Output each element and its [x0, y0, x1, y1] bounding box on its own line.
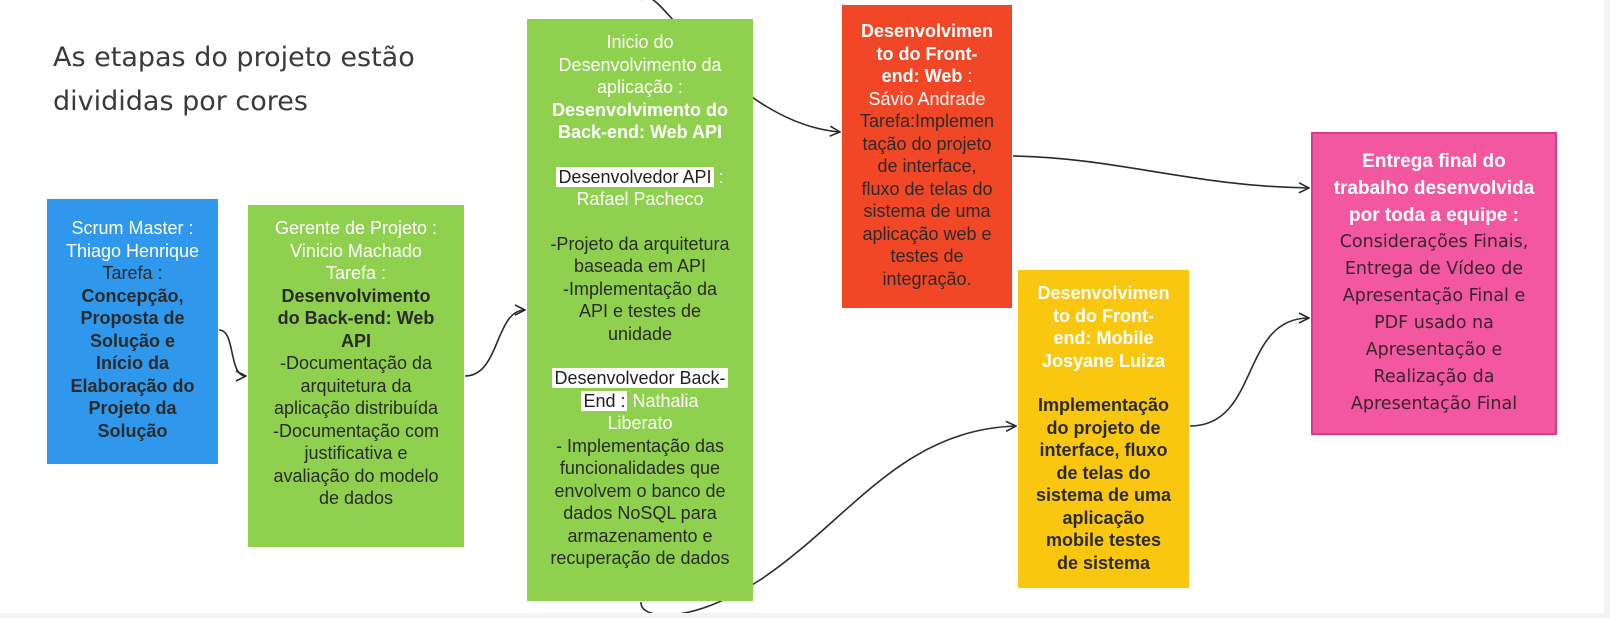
node-text: Desenvolvimento	[281, 285, 431, 306]
spacer	[1024, 372, 1183, 394]
node-text: recuperação de dados	[550, 548, 730, 568]
node-text: Tarefa :	[102, 263, 163, 283]
node-text: por toda a equipe :	[1349, 205, 1519, 226]
node-text: de interface,	[877, 156, 977, 176]
heading-line: divididas por cores	[53, 86, 308, 117]
node-text: Solução	[97, 420, 168, 441]
node-text: do projeto de	[1046, 417, 1161, 438]
node-text: arquitetura da	[300, 375, 412, 396]
node-text: Início da	[95, 353, 169, 373]
node-text: Realização da	[1373, 367, 1495, 387]
node-text: de dados	[318, 488, 394, 508]
node-text: Entrega de Vídeo de	[1344, 259, 1524, 279]
node-text: Solução e	[89, 330, 176, 351]
node-text: Desenvolvimen	[1037, 283, 1170, 303]
node-text: Thiago Henrique	[65, 240, 200, 261]
node-text: aplicação :	[596, 77, 684, 97]
node-text: Elaboração do	[70, 375, 195, 396]
node-text: -Documentação da	[279, 353, 433, 373]
node-text: armazenamento e	[567, 525, 713, 546]
node-text: Entrega final do	[1362, 151, 1506, 172]
node-backend-web-api	[527, 19, 753, 601]
arrow-mobile-to-final	[1190, 318, 1309, 426]
dev-back-label: Desenvolvedor Back-	[554, 368, 726, 388]
node-text: -Implementação da	[562, 278, 718, 299]
node-text: Tarefa :	[325, 263, 387, 283]
node-text: Considerações Finais,	[1339, 232, 1529, 252]
node-text: mobile testes	[1045, 530, 1162, 550]
node-text: de telas do	[1056, 462, 1151, 483]
node-text: API	[340, 330, 371, 351]
node-text: :	[713, 166, 724, 187]
node-text: funcionalidades que	[559, 458, 721, 478]
node-text: envolvem o banco de	[554, 480, 726, 501]
node-text: Apresentação Final e	[1342, 286, 1526, 306]
node-text: Vinicio Machado	[290, 240, 422, 261]
node-text: integração.	[882, 268, 972, 289]
spacer	[533, 211, 747, 233]
node-frontend-mobile	[1018, 270, 1189, 588]
node-text: API e testes de	[578, 301, 702, 321]
node-text: -Projeto da arquitetura	[550, 233, 730, 254]
dev-back-line-1	[533, 367, 747, 390]
dev-back-label: End :	[583, 390, 626, 411]
node-text: Tarefa:Implemen	[859, 111, 995, 131]
node-text: Inicio do	[606, 32, 674, 52]
node-text: Desenvolvimento do	[551, 99, 729, 120]
dev-api-label: Desenvolvedor API	[558, 166, 712, 187]
node-text: Apresentação e	[1365, 340, 1503, 360]
node-text: fluxo de telas do	[861, 178, 993, 199]
node-text: Sávio Andrade	[868, 88, 986, 109]
node-gerente-projeto	[248, 205, 464, 547]
arrow-web-to-final	[1013, 156, 1309, 188]
node-text: aplicação web e	[862, 223, 992, 244]
node-text: - Implementação das	[555, 435, 725, 456]
spacer	[533, 144, 747, 166]
node-text: sistema de uma	[1035, 485, 1172, 505]
node-text: end: Mobile	[1053, 328, 1154, 348]
node-frontend-web	[842, 5, 1012, 308]
node-text: to do Front-	[1053, 305, 1154, 326]
node-text: baseada em API	[573, 256, 707, 276]
node-text: de sistema	[1056, 552, 1151, 573]
web-title-line	[848, 65, 1006, 88]
node-text: avaliação do modelo	[273, 465, 439, 486]
node-text: trabalho desenvolvida	[1333, 178, 1535, 199]
node-text: PDF usado na	[1374, 313, 1494, 333]
node-text: Rafael Pacheco	[576, 189, 704, 209]
arrow-scrum-to-gerente	[219, 330, 246, 376]
node-text: justificativa e	[304, 443, 408, 463]
node-text: end: Web	[881, 66, 963, 86]
node-text: testes de	[890, 246, 964, 266]
node-entrega-final	[1311, 132, 1557, 435]
heading-line: As etapas do projeto estão	[53, 42, 415, 73]
arrow-gerente-to-backend	[465, 310, 525, 376]
node-text: dados NoSQL para	[563, 503, 717, 523]
node-scrum-master	[47, 199, 218, 464]
node-text: Josyane Luiza	[1041, 350, 1166, 371]
node-text: :	[962, 66, 973, 86]
spacer	[533, 345, 747, 367]
node-text: Scrum Master :	[71, 218, 194, 238]
node-text: tação do projeto	[862, 133, 992, 154]
node-text: Projeto da	[88, 398, 177, 418]
node-text: Desenvolvimento da	[558, 54, 722, 75]
dev-back-line-2	[533, 390, 747, 413]
dev-api-line	[533, 166, 747, 189]
node-text: Apresentação Final	[1350, 394, 1518, 414]
node-text: Desenvolvimen	[860, 21, 994, 41]
node-text: Liberato	[607, 413, 673, 433]
node-text: aplicação distribuída	[273, 398, 439, 418]
node-text: Concepção,	[81, 285, 184, 306]
node-text: interface, fluxo	[1039, 440, 1168, 460]
node-text: to do Front-	[876, 43, 978, 64]
node-text: aplicação	[1062, 507, 1145, 528]
node-text: Nathalia	[632, 390, 699, 411]
node-text: do Back-end: Web	[277, 308, 435, 328]
node-text: Back-end: Web API	[557, 122, 723, 142]
node-text: unidade	[607, 323, 673, 344]
node-text: -Documentação com	[272, 420, 440, 441]
node-text: Proposta de	[80, 308, 185, 328]
node-text: Implementação	[1037, 395, 1170, 415]
node-text: Gerente de Projeto :	[274, 218, 438, 238]
node-text: sistema de uma	[863, 201, 991, 221]
